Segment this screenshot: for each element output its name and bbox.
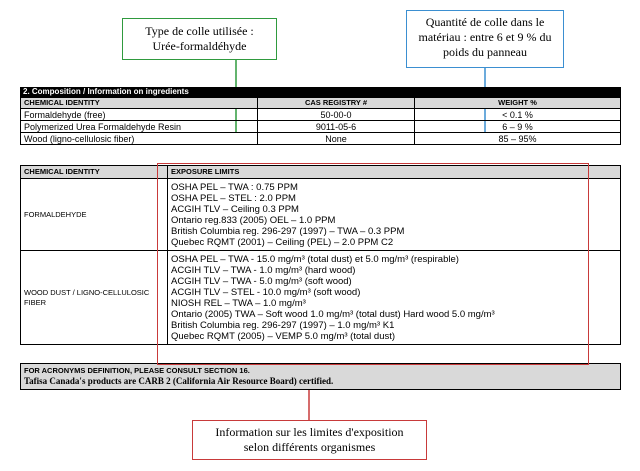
acronyms-note: FOR ACRONYMS DEFINITION, PLEASE CONSULT SECTION 16.	[24, 366, 250, 375]
callout-line: Urée-formaldéhyde	[152, 39, 247, 53]
callout-line: matériau : entre 6 et 9 % du	[418, 30, 552, 44]
weight-cell: < 0.1 %	[415, 109, 621, 121]
column-header: EXPOSURE LIMITS	[168, 166, 621, 179]
callout-line: Quantité de colle dans le	[425, 15, 545, 29]
limit-line: ACGIH TLV – TWA - 5.0 mg/m³ (soft wood)	[171, 276, 352, 287]
table-header-row	[21, 98, 621, 109]
table-footer	[20, 363, 621, 390]
exposure-limits-table	[20, 165, 621, 345]
callout-line: Type de colle utilisée :	[145, 24, 254, 38]
table-row	[21, 109, 621, 121]
table-row	[21, 179, 621, 251]
limit-line: NIOSH REL – TWA – 1.0 mg/m³	[171, 298, 306, 309]
table-row	[21, 251, 621, 345]
limit-line: OSHA PEL – STEL : 2.0 PPM	[171, 193, 296, 204]
carb-certification-note: Tafisa Canada's products are CARB 2 (California Air Resource Board) certified.	[24, 376, 334, 386]
cas-cell: None	[258, 133, 415, 145]
glue-type-callout	[122, 18, 277, 60]
limit-line: OSHA PEL – TWA : 0.75 PPM	[171, 182, 298, 193]
callout-line: Information sur les limites d'exposition	[215, 425, 404, 439]
callout-line: poids du panneau	[443, 45, 527, 59]
limits-cell	[168, 179, 621, 251]
column-header: CHEMICAL IDENTITY	[21, 98, 258, 109]
chemical-cell: Wood (ligno-cellulosic fiber)	[21, 133, 258, 145]
limit-line: Quebec RQMT (2001) – Ceiling (PEL) – 2.0 PPM C2	[171, 237, 394, 248]
column-header: CHEMICAL IDENTITY	[21, 166, 168, 179]
limit-line: Ontario (2005) TWA – Soft wood 1.0 mg/m³ (total dust) Hard wood 5.0 mg/m³	[171, 309, 495, 320]
callout-line: selon différents organismes	[243, 440, 376, 454]
limits-cell	[168, 251, 621, 345]
chemical-cell: Polymerized Urea Formaldehyde Resin	[21, 121, 258, 133]
composition-table	[20, 97, 621, 145]
weight-cell: 85 – 95%	[415, 133, 621, 145]
cas-cell: 9011-05-6	[258, 121, 415, 133]
column-header: CAS REGISTRY #	[258, 98, 415, 109]
limit-line: Quebec RQMT (2005) – VEMP 5.0 mg/m³ (total dust)	[171, 331, 396, 342]
table-row	[21, 133, 621, 145]
cas-cell: 50-00-0	[258, 109, 415, 121]
weight-cell: 6 – 9 %	[415, 121, 621, 133]
chemical-cell: WOOD DUST / LIGNO-CELLULOSIC FIBER	[21, 251, 168, 345]
limit-line: British Columbia reg. 296-297 (1997) – 1.0 mg/m³ K1	[171, 320, 395, 331]
chemical-cell: FORMALDEHYDE	[21, 179, 168, 251]
section-title: 2. Composition / Information on ingredients	[20, 87, 621, 97]
table-row	[21, 121, 621, 133]
limit-line: ACGIH TLV – STEL - 10.0 mg/m³ (soft wood)	[171, 287, 361, 298]
table-header-row	[21, 166, 621, 179]
limit-line: OSHA PEL – TWA - 15.0 mg/m³ (total dust) et 5.0 mg/m³ (respirable)	[171, 254, 459, 265]
limit-line: British Columbia reg. 296-297 (1997) – TWA – 0.3 PPM	[171, 226, 405, 237]
limit-line: ACGIH TLV – Ceiling 0.3 PPM	[171, 204, 299, 215]
limit-line: ACGIH TLV – TWA - 1.0 mg/m³ (hard wood)	[171, 265, 356, 276]
limit-line: Ontario reg.833 (2005) OEL – 1.0 PPM	[171, 215, 336, 226]
column-header: WEIGHT %	[415, 98, 621, 109]
glue-quantity-callout	[406, 10, 564, 68]
exposure-info-callout	[192, 420, 427, 460]
chemical-cell: Formaldehyde (free)	[21, 109, 258, 121]
